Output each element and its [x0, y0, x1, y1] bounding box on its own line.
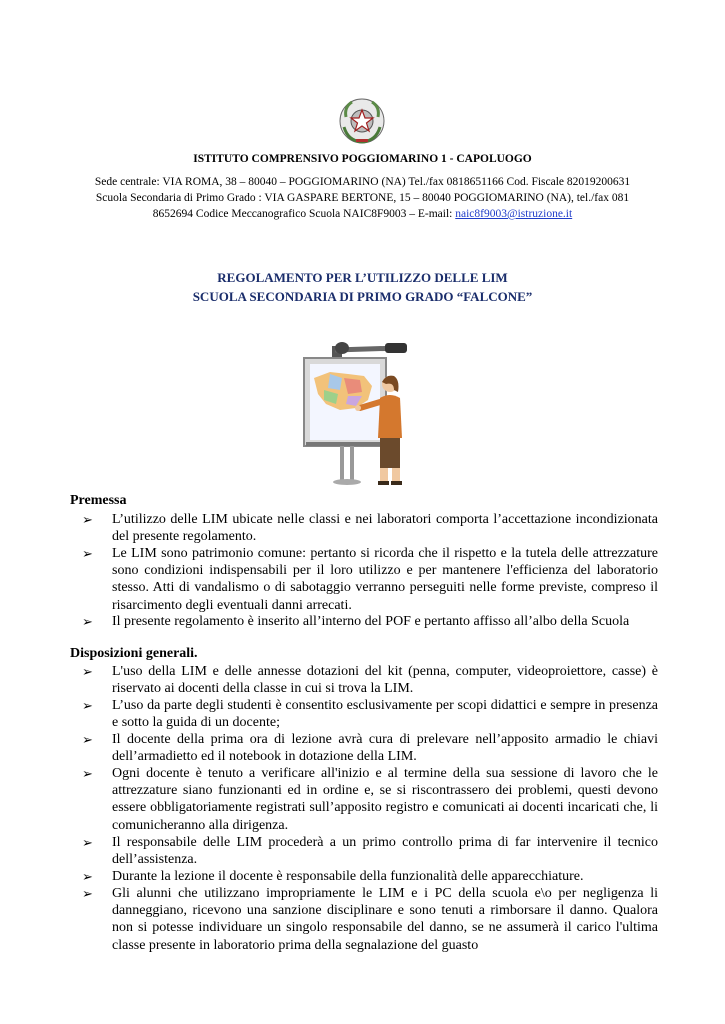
list-item — [82, 834, 658, 868]
list-item-text: L’utilizzo delle LIM ubicate nelle classi e nei laboratori comporta l’accettazione incondizionata del presente regolamento. — [112, 512, 658, 545]
list-item-text: Gli alunni che utilizzano impropriamente le LIM e i PC della scuola e\o per negligenza li danneggiano, ricevono una sanzione disciplinare e sono tenuti a rimborsare il danno. Qualora non si potesse individuare un singolo responsabile del danno, se ne assumerà il carico l'ultima classe presente in laboratorio prima della segnalazione del guasto — [112, 886, 658, 953]
arrow-bullet-icon: ➢ — [82, 512, 93, 527]
arrow-bullet-icon: ➢ — [82, 664, 93, 679]
header-contact-line — [60, 207, 665, 222]
list-item — [82, 511, 658, 545]
header-address-line: Scuola Secondaria di Primo Grado : VIA GASPARE BERTONE, 15 – 80040 POGGIOMARINO (NA), tel./fax 081 — [95, 192, 630, 204]
list-item-text: L’uso da parte degli studenti è consentito esclusivamente per scopi didattici e sempre in presenza e sotto la guida di un docente; — [112, 698, 658, 731]
list-item — [82, 885, 658, 954]
list-item — [82, 663, 658, 697]
arrow-bullet-icon: ➢ — [82, 698, 93, 713]
list-item-text: Il presente regolamento è inserito all’interno del POF e pertanto affisso all’albo della Scuola — [112, 614, 630, 629]
list-item — [82, 868, 658, 885]
arrow-bullet-icon: ➢ — [82, 614, 93, 629]
list-item-text: Ogni docente è tenuto a verificare all'inizio e al termine della sua sessione di lavoro che le attrezzature siano funzionanti ed in ordine e, se si riscontrassero dei problemi, questi devono essere obbligatoriamente registrati sull’apposito registro e comunicati ai docenti incaricati che, li comunicheranno alla dirigenza. — [112, 766, 658, 833]
header-code-text: 8652694 Codice Meccanografico Scuola NAIC8F9003 – E-mail: — [152, 208, 456, 220]
email-link[interactable]: naic8f9003@istruzione.it — [455, 208, 573, 220]
document-subtitle: SCUOLA SECONDARIA DI PRIMO GRADO “FALCONE” — [192, 289, 533, 304]
school-name: ISTITUTO COMPRENSIVO POGGIOMARINO 1 - CAPOLUOGO — [193, 153, 532, 165]
list-item — [82, 613, 658, 630]
list-item — [82, 545, 658, 614]
list-item-text: Le LIM sono patrimonio comune: pertanto si ricorda che il rispetto e la tutela delle attrezzature sono condizioni indispensabili per il loro utilizzo e per mantenere l'efficienza del laboratorio stesso. Atti di vandalismo o di sabotaggio verranno perseguiti nelle forme previste, compreso il risarcimento degli eventuali danni arrecati. — [112, 546, 658, 613]
arrow-bullet-icon: ➢ — [82, 732, 93, 747]
list-item-text: Durante la lezione il docente è responsabile della funzionalità delle apparecchiature. — [112, 869, 584, 884]
document-title: REGOLAMENTO PER L’UTILIZZO DELLE LIM — [217, 270, 508, 285]
section-heading-premessa: Premessa — [70, 493, 127, 508]
arrow-bullet-icon: ➢ — [82, 546, 93, 561]
list-item-text: L'uso della LIM e delle annesse dotazioni del kit (penna, computer, videoproiettore, casse) è riservato ai docenti della classe in cui si trova la LIM. — [112, 664, 658, 697]
arrow-bullet-icon: ➢ — [82, 886, 93, 901]
teacher-at-interactive-whiteboard-icon — [290, 338, 425, 490]
section-heading-disposizioni: Disposizioni generali. — [70, 646, 198, 661]
arrow-bullet-icon: ➢ — [82, 869, 93, 884]
header-address-line: Sede centrale: VIA ROMA, 38 – 80040 – POGGIOMARINO (NA) Tel./fax 0818651166 Cod. Fiscale 82019200631 — [94, 176, 631, 188]
list-item-text: Il docente della prima ora di lezione avrà cura di prelevare nell’apposito armadio le chiavi dell’armadietto ed il notebook in dotazione della LIM. — [112, 732, 658, 765]
list-item — [82, 731, 658, 765]
italian-republic-emblem-icon — [338, 97, 386, 145]
list-item — [82, 765, 658, 834]
arrow-bullet-icon: ➢ — [82, 766, 93, 781]
list-item — [82, 697, 658, 731]
list-item-text: Il responsabile delle LIM procederà a un primo controllo prima di far intervenire il tecnico dell’assistenza. — [112, 835, 658, 868]
arrow-bullet-icon: ➢ — [82, 835, 93, 850]
